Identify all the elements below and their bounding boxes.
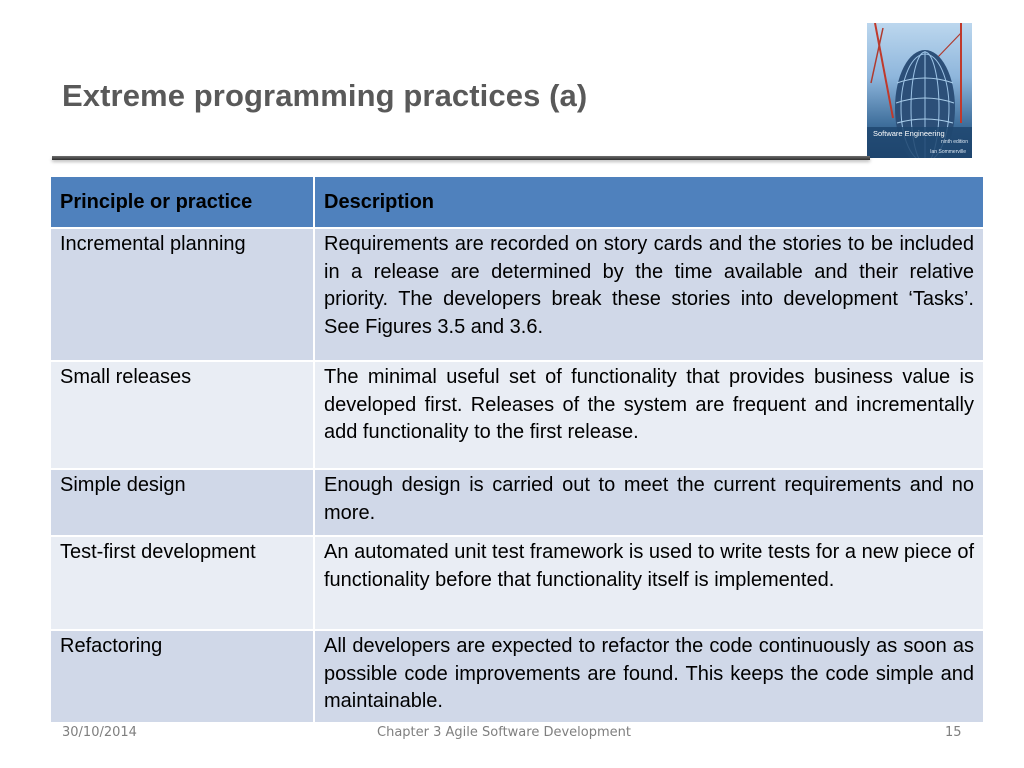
description-cell: The minimal useful set of functionality that provides business value is developed first. Releases of the system are frequent and incrementally add functionality to the first release. xyxy=(314,361,983,469)
practice-cell: Refactoring xyxy=(51,630,314,722)
slide-title: Extreme programming practices (a) xyxy=(62,78,588,113)
practice-cell: Simple design xyxy=(51,469,314,536)
practices-table xyxy=(51,177,983,722)
cover-subtitle: ninth edition xyxy=(941,139,968,145)
table-row xyxy=(51,469,983,536)
page-number: 15 xyxy=(945,725,962,740)
book-cover-image xyxy=(867,23,972,158)
description-cell: Requirements are recorded on story cards and the stories to be included in a release are determined by the time available and their relative priority. The developers break these stories into development ‘Tasks’. See Figures 3.5 and 3.6. xyxy=(314,228,983,361)
description-cell: All developers are expected to refactor the code continuously as soon as possible code improvements are found. This keeps the code simple and maintainable. xyxy=(314,630,983,722)
table-row xyxy=(51,361,983,469)
column-header-description: Description xyxy=(314,177,983,228)
table-header-row xyxy=(51,177,983,228)
title-divider xyxy=(52,156,870,160)
description-cell: Enough design is carried out to meet the current requirements and no more. xyxy=(314,469,983,536)
footer-chapter: Chapter 3 Agile Software Development xyxy=(377,725,631,740)
footer-date: 30/10/2014 xyxy=(62,725,137,740)
cover-title: Software Engineering xyxy=(873,129,945,138)
table-row xyxy=(51,630,983,722)
cover-author: Ian Sommerville xyxy=(930,149,966,155)
column-header-practice: Principle or practice xyxy=(51,177,314,228)
table-row xyxy=(51,536,983,630)
practice-cell: Incremental planning xyxy=(51,228,314,361)
practice-cell: Small releases xyxy=(51,361,314,469)
table-row xyxy=(51,228,983,361)
description-cell: An automated unit test framework is used to write tests for a new piece of functionality before that functionality itself is implemented. xyxy=(314,536,983,630)
practice-cell: Test-first development xyxy=(51,536,314,630)
